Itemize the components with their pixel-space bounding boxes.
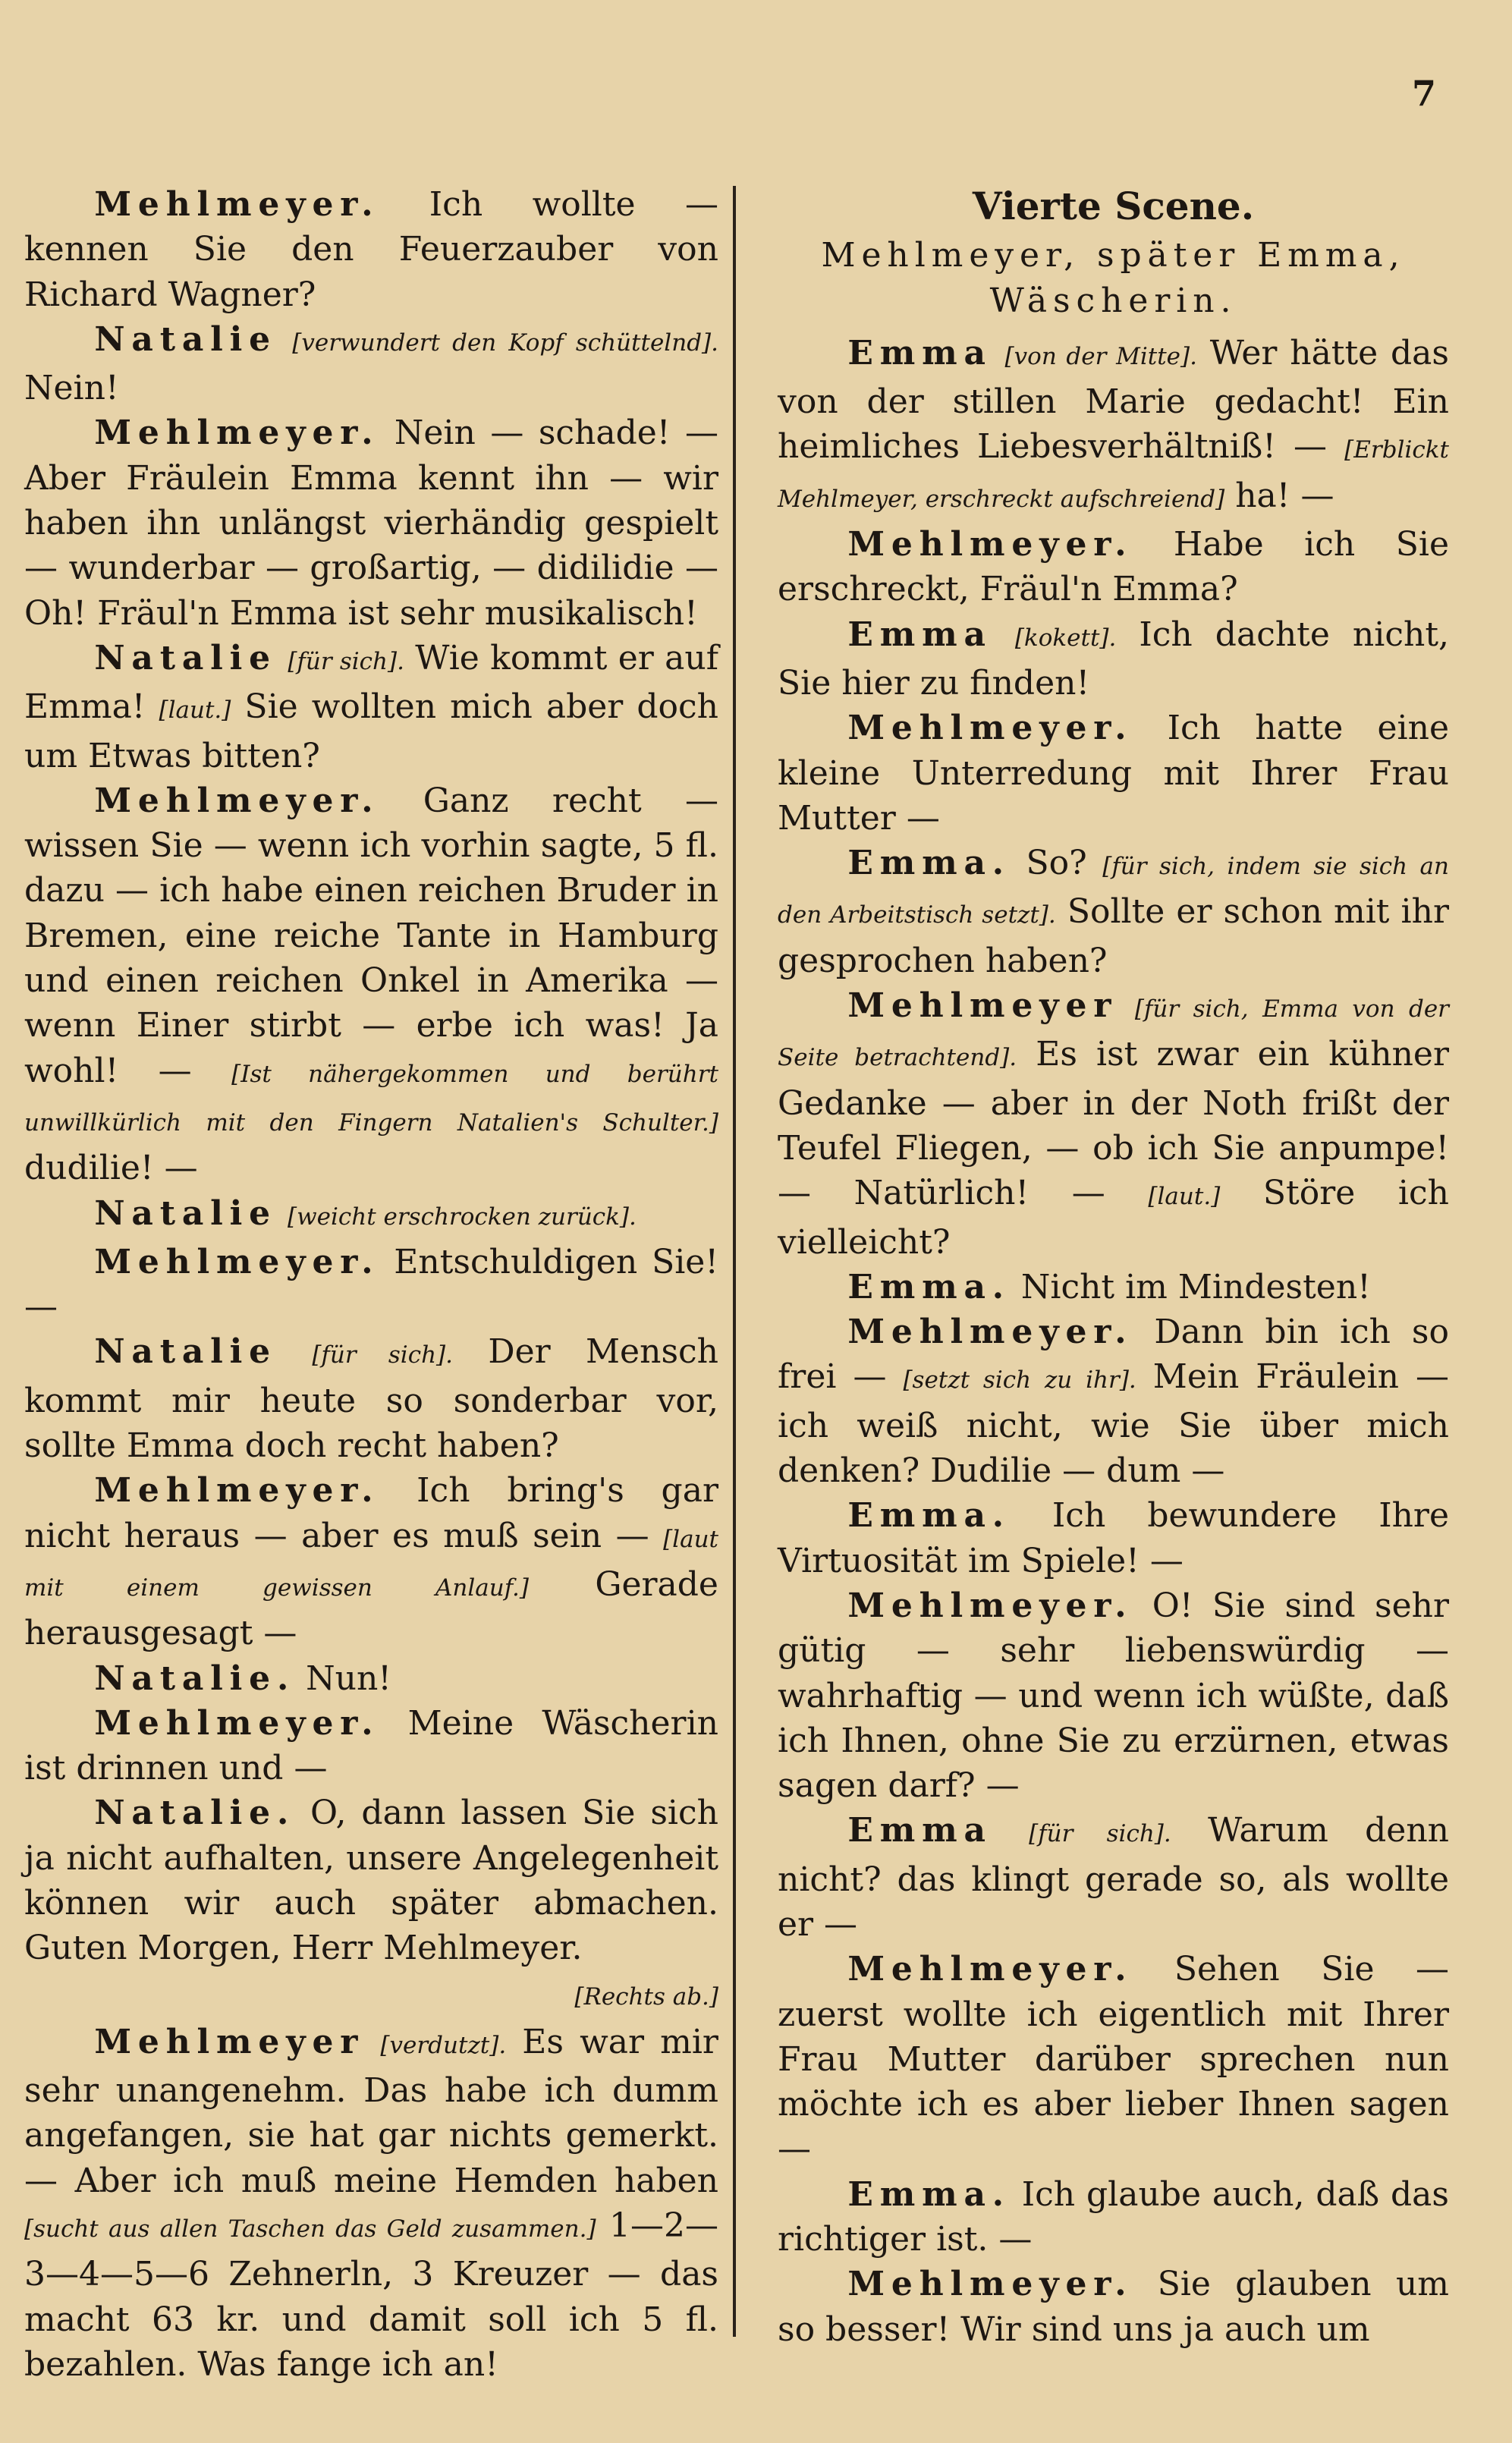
dialogue-paragraph (778, 1808, 1449, 1947)
spoken-text: Ich hatte eine kleine Unterredung mit Ihrer Frau Mutter — (778, 709, 1449, 838)
spoken-text: ha! — (1235, 476, 1334, 515)
speaker-name: Natalie (94, 1193, 277, 1233)
left-column (24, 182, 718, 2387)
spoken-text: Wie kommt er auf Emma! (24, 638, 718, 727)
speaker-name: Mehlmeyer. (94, 1703, 380, 1743)
dialogue-paragraph (778, 1310, 1449, 1493)
dialogue-paragraph (778, 2262, 1449, 2352)
stage-direction: [für sich]. (1029, 1820, 1171, 1848)
dialogue-paragraph (778, 706, 1449, 841)
dialogue-paragraph (24, 2020, 718, 2387)
stage-direction: [für sich]. (312, 1341, 453, 1369)
spoken-text: Ich dachte nicht, Sie hier zu finden! (778, 615, 1449, 703)
spoken-text: Gerade herausgesagt — (24, 1564, 718, 1653)
stage-direction-exit (24, 1971, 718, 2020)
speaker-name: Mehlmeyer. (847, 2265, 1133, 2304)
dialogue-paragraph (24, 1191, 718, 1240)
stage-direction: [laut.] (159, 696, 231, 725)
dialogue-paragraph (24, 1791, 718, 1970)
spoken-text: Ich glaube auch, daß das richtiger ist. — (778, 2174, 1449, 2259)
stage-direction: [von der Mitte]. (1004, 342, 1197, 370)
column-divider (733, 186, 736, 2337)
speaker-name: Mehlmeyer (847, 986, 1118, 1026)
stage-direction: [verwundert den Kopf schüttelnd]. (292, 329, 718, 357)
speaker-name: Natalie. (94, 1659, 296, 1698)
stage-direction: [laut mit einem gewissen Anlauf.] (24, 1525, 718, 1602)
speaker-name: Mehlmeyer. (847, 1950, 1133, 1989)
stage-direction: [für sich, indem sie sich an den Arbeitstisch setzt]. (778, 853, 1449, 929)
spoken-text: So? (1026, 844, 1087, 883)
dialogue-paragraph (24, 1468, 718, 1655)
speaker-name: Mehlmeyer. (94, 1471, 380, 1511)
spoken-text: Sie wollten mich aber doch um Etwas bitten? (24, 687, 718, 775)
dialogue-paragraph (24, 636, 718, 778)
speaker-name: Emma. (847, 1267, 1011, 1306)
spoken-text: Warum denn nicht? das klingt gerade so, als wollte er — (778, 1811, 1449, 1944)
stage-direction: [Erblickt Mehlmeyer, erschreckt aufschreiend] (778, 436, 1449, 513)
dialogue-paragraph (778, 1947, 1449, 2171)
stage-direction: [für sich]. (288, 647, 404, 675)
spoken-text: Ich bring's gar nicht heraus — aber es muß sein — (24, 1471, 718, 1555)
speaker-name: Natalie (94, 638, 277, 678)
speaker-name: Natalie (94, 1332, 277, 1372)
spoken-text: Ich bewundere Ihre Virtuosität im Spiele! — (778, 1496, 1449, 1580)
spoken-text: Es war mir sehr unangenehm. Das habe ich dumm angefangen, sie hat gar nichts gemerkt. — Aber ich muß meine Hemden haben (24, 2022, 718, 2200)
spoken-text: Nein — schade! — Aber Fräulein Emma kennt ihn — wir haben ihn unlängst vierhändig gespielt — wunderbar — großartig, — didilidie — Oh! Fräul'n Emma ist sehr musikalisch! (24, 413, 718, 633)
spoken-text: Dann bin ich so frei — (778, 1313, 1449, 1397)
dialogue-paragraph (24, 778, 718, 1191)
spoken-text: Nicht im Mindesten! (1020, 1267, 1371, 1306)
speaker-name: Emma. (847, 1496, 1011, 1536)
dialogue-paragraph (778, 983, 1449, 1265)
dialogue-paragraph (778, 2172, 1449, 2262)
speaker-name: Emma. (847, 2174, 1011, 2214)
speaker-name: Emma. (847, 844, 1011, 883)
dialogue-paragraph (778, 841, 1449, 983)
spoken-text: Ganz recht — wissen Sie — wenn ich vorhin sagte, 5 fl. dazu — ich habe einen reichen Bruder in Bremen, eine reiche Tante in Hamburg und einen reichen Onkel in Amerika — wenn Einer stirbt — erbe ich was! Ja wohl! — (24, 781, 718, 1090)
spoken-text: O, dann lassen Sie sich ja nicht aufhalten, unsere Angelegenheit können wir auch später abmachen. Guten Morgen, Herr Mehlmeyer. (24, 1794, 718, 1968)
dialogue-paragraph (778, 1493, 1449, 1583)
spoken-text: Störe ich vielleicht? (778, 1174, 1449, 1262)
dialogue-paragraph (24, 410, 718, 635)
speaker-name: Natalie. (94, 1794, 296, 1833)
speaker-name: Mehlmeyer. (94, 185, 380, 224)
dialogue-paragraph (24, 1329, 718, 1468)
dialogue-paragraph (24, 1701, 718, 1791)
dialogue-paragraph (778, 522, 1449, 612)
spoken-text: Nein! (24, 369, 119, 408)
speaker-name: Mehlmeyer (94, 2022, 365, 2061)
stage-direction: [Ist nähergekommen und berührt unwillkürlich mit den Fingern Natalien's Schulter.] (24, 1060, 718, 1137)
speaker-name: Emma (847, 1811, 992, 1850)
dialogue-paragraph (778, 612, 1449, 706)
page-number: 7 (1411, 73, 1436, 114)
stage-direction: [für sich, Emma von der Seite betrachtend]. (778, 995, 1449, 1072)
spoken-text: dudilie! — (24, 1149, 198, 1188)
spoken-text: Sie glauben um so besser! Wir sind uns ja auch um (778, 2265, 1449, 2349)
spoken-text: Es ist zwar ein kühner Gedanke — aber in der Noth frißt der Teufel Fliegen, — ob ich Sie anpumpe! — Natürlich! — (778, 1035, 1449, 1213)
spoken-text: Der Mensch kommt mir heute so sonderbar vor, sollte Emma doch recht haben? (24, 1332, 718, 1466)
speaker-name: Natalie (94, 319, 277, 359)
right-column-dialogue (778, 331, 1449, 2352)
stage-direction: [sucht aus allen Taschen das Geld zusammen.] (24, 2215, 596, 2243)
stage-direction: [weicht erschrocken zurück]. (287, 1203, 637, 1231)
scene-cast: Mehlmeyer, später Emma, Wäscherin. (821, 236, 1406, 320)
dialogue-paragraph (778, 1265, 1449, 1310)
speaker-name: Mehlmeyer. (847, 1586, 1133, 1625)
speaker-name: Mehlmeyer. (847, 525, 1133, 564)
dialogue-paragraph (24, 1656, 718, 1701)
spoken-text: Meine Wäscherin ist drinnen und — (24, 1703, 718, 1788)
spoken-text: Nun! (306, 1659, 391, 1698)
dialogue-paragraph (24, 182, 718, 317)
spoken-text: 1—2—3—4—5—6 Zehnerln, 3 Kreuzer — das macht 63 kr. und damit soll ich 5 fl. bezahlen. Was fange ich an! (24, 2206, 718, 2384)
stage-direction: [verdutzt]. (380, 2031, 507, 2059)
speaker-name: Mehlmeyer. (94, 781, 380, 820)
dialogue-paragraph (24, 317, 718, 411)
spoken-text: Sollte er schon mit ihr gesprochen haben? (778, 892, 1449, 980)
right-column (778, 182, 1449, 2352)
speaker-name: Mehlmeyer. (94, 413, 380, 453)
speaker-name: Emma (847, 333, 992, 373)
spoken-text: Mein Fräulein — ich weiß nicht, wie Sie über mich denken? Dudilie — dum — (778, 1357, 1449, 1491)
speaker-name: Mehlmeyer. (94, 1242, 380, 1281)
spoken-text: Habe ich Sie erschreckt, Fräul'n Emma? (778, 525, 1449, 609)
dialogue-paragraph (778, 1583, 1449, 1808)
scene-title: Vierte Scene. (972, 184, 1255, 228)
spoken-text: Wer hätte das von der stillen Marie gedacht! Ein heimliches Liebesverhältniß! — (778, 333, 1449, 467)
dialogue-paragraph (778, 331, 1449, 522)
stage-direction: [setzt sich zu ihr]. (903, 1366, 1136, 1394)
dialogue-paragraph (24, 1240, 718, 1330)
spoken-text: Ich wollte — kennen Sie den Feuerzauber von Richard Wagner? (24, 185, 718, 314)
spoken-text: Sehen Sie — zuerst wollte ich eigentlich mit Ihrer Frau Mutter darüber sprechen nun möchte ich es aber lieber Ihnen sagen — (778, 1950, 1449, 2169)
spoken-text: O! Sie sind sehr gütig — sehr liebenswürdig — wahrhaftig — und wenn ich wüßte, daß ich Ihnen, ohne Sie zu erzürnen, etwas sagen darf? — (778, 1586, 1449, 1806)
speaker-name: Mehlmeyer. (847, 1313, 1133, 1352)
stage-direction: [kokett]. (1014, 624, 1117, 652)
spoken-text: Entschuldigen Sie!— (24, 1242, 718, 1327)
stage-direction: [Rechts ab.] (574, 1982, 718, 2011)
stage-direction: [laut.] (1148, 1183, 1221, 1211)
speaker-name: Emma (847, 615, 992, 654)
speaker-name: Mehlmeyer. (847, 709, 1133, 748)
